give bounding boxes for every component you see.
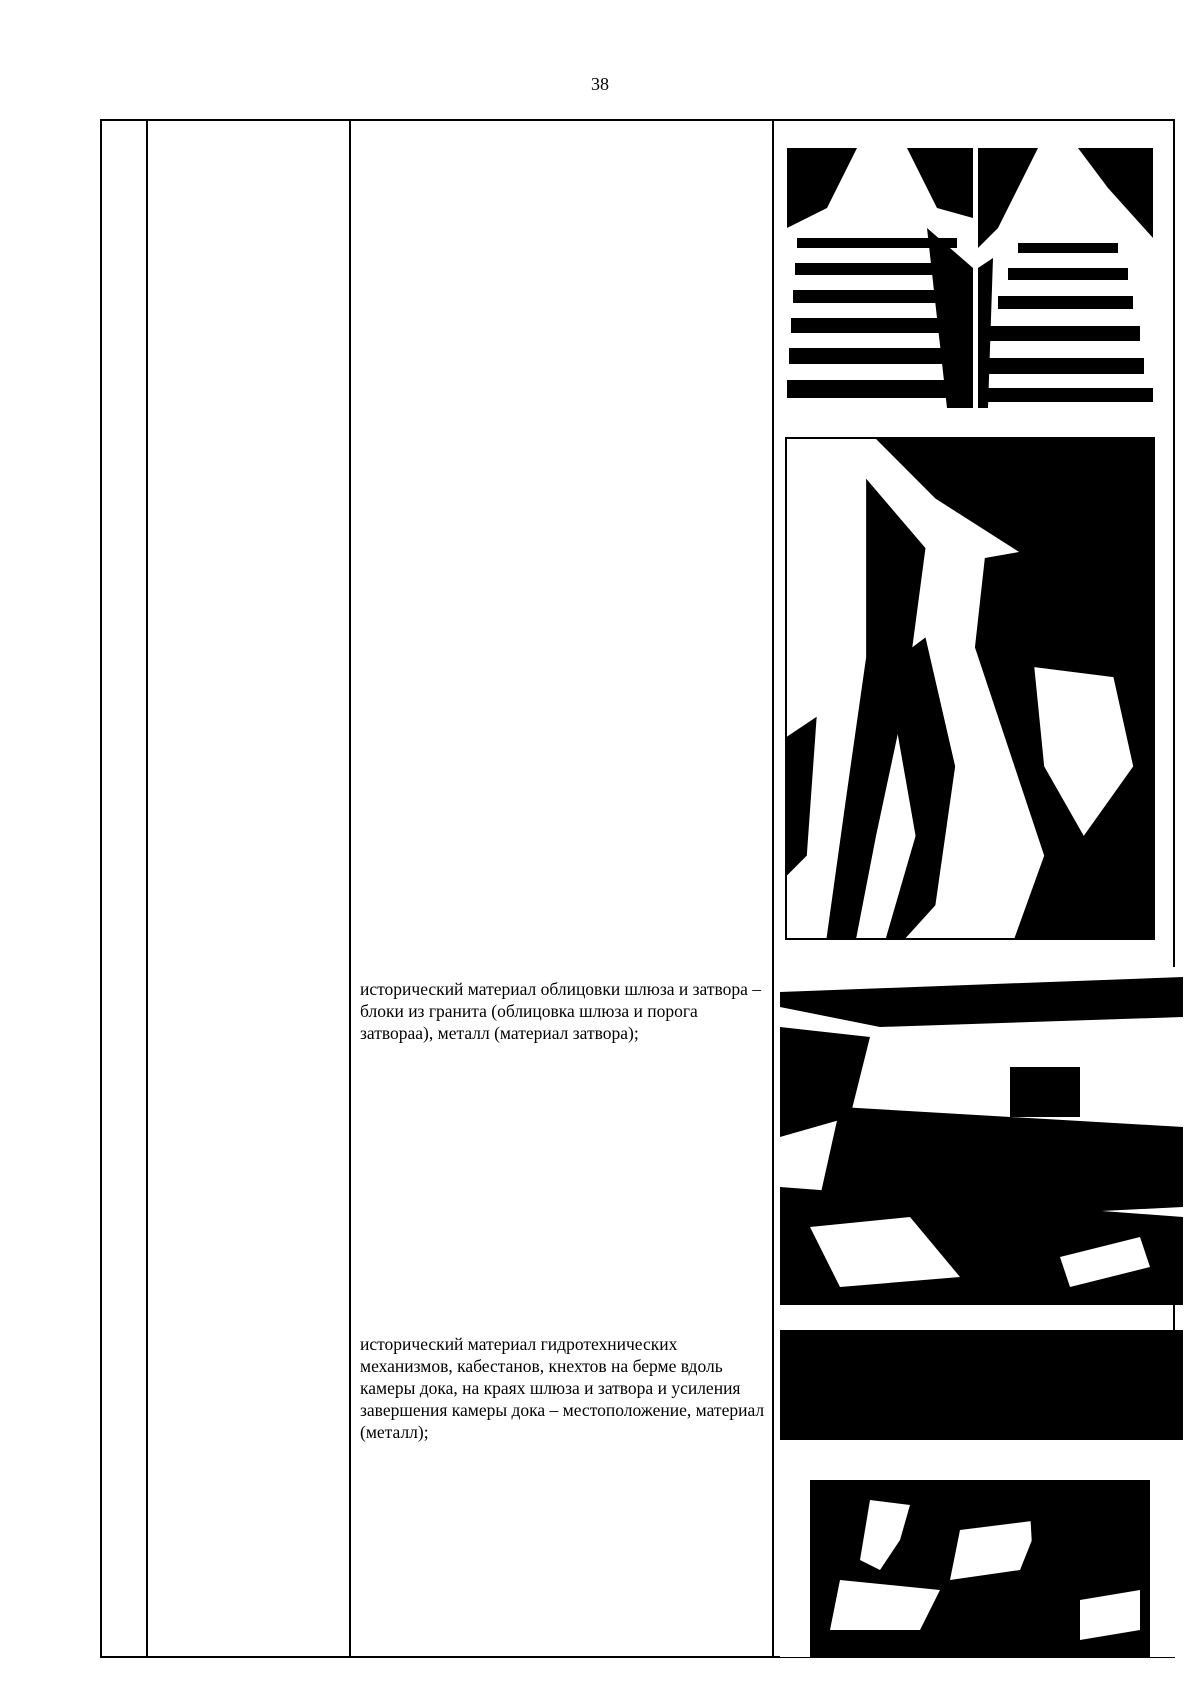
staircase-photo-left [787,148,973,408]
table-cell-text: исторический материал гидротехнических механизмов, кабестанов, кнехтов на берме вдоль камеры дока, на краях шлюза и затвора и усиления завершения камеры дока – местоположение, материал (металл); [360,1334,765,1442]
dock-mechanisms-photo [780,1330,1183,1657]
column-divider-3 [772,121,774,1656]
table-cell-text: исторический материал облицовки шлюза и затвора – блоки из гранита (облицовка шлюза и порога затвораа), металл (материал затвора); [360,979,762,1043]
column-divider-1 [146,121,148,1656]
page-number: 38 [591,74,609,94]
staircase-photo-right [978,148,1153,408]
lock-gate-photo [780,967,1183,1305]
dock-chamber-aerial-photo [785,437,1155,940]
column-divider-2 [349,121,351,1656]
